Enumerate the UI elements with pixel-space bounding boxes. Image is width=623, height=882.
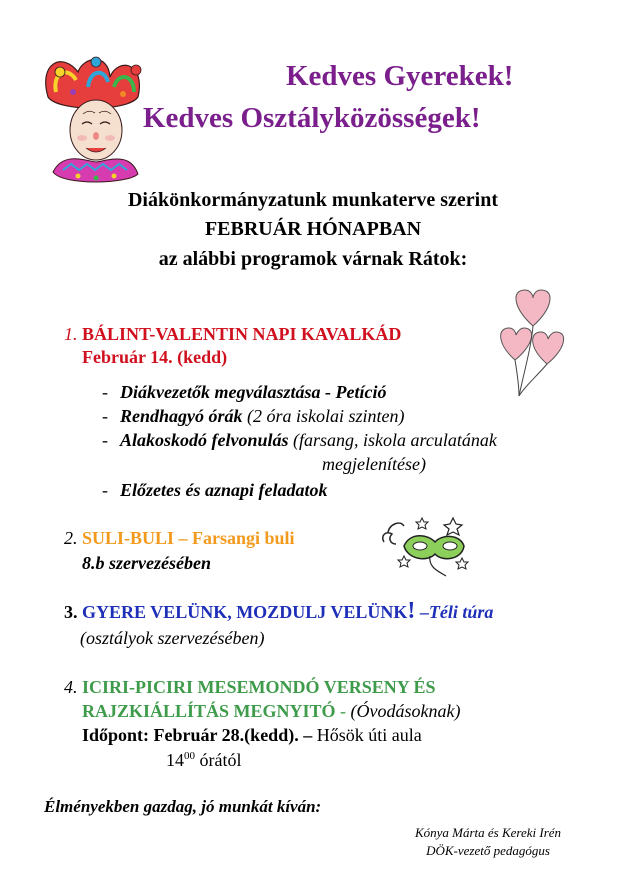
heart-balloons-icon: [493, 288, 573, 398]
program-4-hour: $14^{00}$ órától: [166, 750, 242, 770]
carnival-mask-icon: [380, 512, 480, 582]
intro-line-2: FEBRUÁR HÓNAPBAN: [204, 218, 422, 240]
program-2-name: SULI-BULI: [82, 528, 175, 548]
program-3-organizer: (osztályok szervezésében): [80, 628, 265, 648]
program-1-bullet-3-continuation: megjelenítése): [322, 454, 426, 474]
program-4-place: Hősök úti aula: [312, 725, 422, 745]
program-4-title-line-2: RAJZKIÁLLÍTÁS MEGNYITÓ - (Óvodásoknak): [82, 701, 461, 721]
program-2-title: 2. SULI-BULI – Farsangi buli: [64, 528, 295, 548]
program-1-bullet-4: - Előzetes és aznapi feladatok: [102, 480, 328, 500]
program-4-audience: (Óvodásoknak): [350, 701, 461, 721]
program-3-name: GYERE VELÜNK, MOZDULJ VELÜNK: [82, 602, 408, 622]
program-4-number: 4.: [64, 677, 78, 697]
intro-line-3: az alábbi programok várnak Rátok:: [158, 248, 468, 270]
program-4-time: Időpont: Február 28.(kedd). – Hősök úti aula: [82, 725, 422, 745]
program-2-number: 2.: [64, 528, 78, 548]
program-3-subtitle: Téli túra: [428, 602, 494, 622]
program-3-number: 3.: [64, 602, 78, 622]
program-1-name: BÁLINT-VALENTIN NAPI KAVALKÁD: [82, 324, 402, 344]
program-2-organizer: 8.b szervezésében: [82, 553, 211, 573]
intro-line-1: Diákönkormányzatunk munkaterve szerint: [127, 189, 498, 211]
closing-wish: Élményekben gazdag, jó munkát kíván:: [44, 797, 322, 816]
program-2-subtitle: Farsangi buli: [192, 528, 295, 548]
program-1-bullet-1: - Diákvezetők megválasztása - Petíció: [102, 382, 387, 402]
signers: Kónya Márta és Kereki Irén: [414, 825, 562, 840]
program-4-title-line-1: 4. ICIRI-PICIRI MESEMONDÓ VERSENY ÉS: [64, 677, 436, 697]
greeting-line-1: Kedves Gyerekek!: [286, 60, 514, 92]
program-1-number: 1.: [64, 324, 78, 344]
signer-role: DÖK-vezető pedagógus: [426, 843, 550, 858]
program-1-bullet-3: - Alakoskodó felvonulás (farsang, iskola arculatának: [102, 430, 497, 450]
program-3-title: 3. GYERE VELÜNK, MOZDULJ VELÜNK! –Téli túra: [64, 598, 494, 624]
program-1-date: Február 14. (kedd): [82, 347, 228, 367]
program-1-bullet-2: - Rendhagyó órák (2 óra iskolai szinten): [102, 406, 405, 426]
program-1-title: [64, 324, 401, 345]
greeting-line-2: Kedves Osztályközösségek!: [143, 102, 481, 134]
jester-clown-illustration: [38, 52, 148, 192]
